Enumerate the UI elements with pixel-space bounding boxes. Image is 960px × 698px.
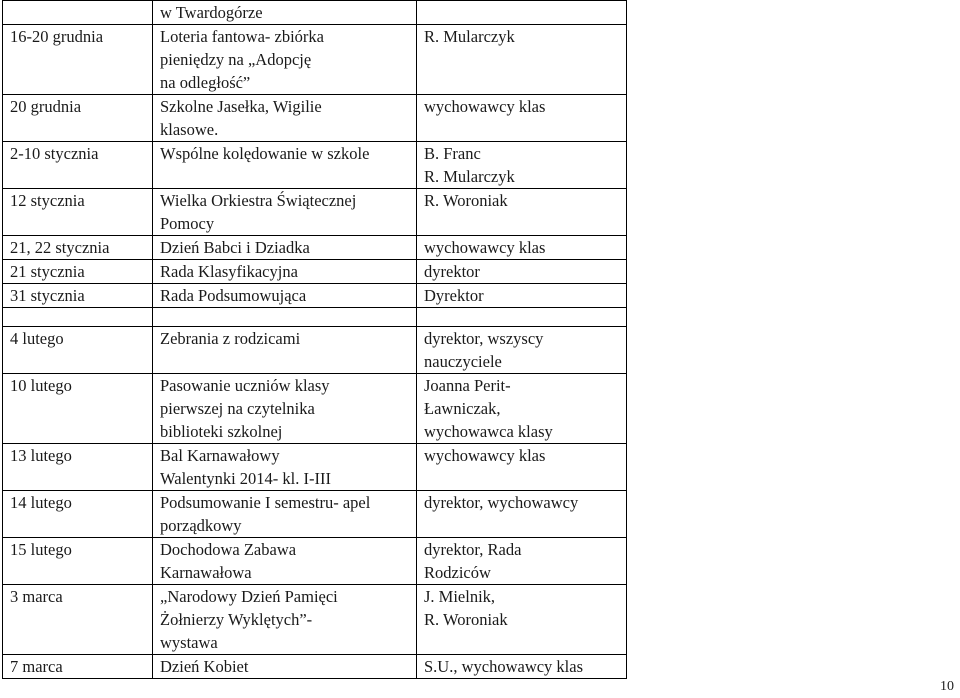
event-cell: Rada Podsumowująca	[153, 284, 417, 308]
date-cell: 10 lutego	[3, 374, 153, 444]
table-row	[3, 538, 627, 585]
responsible-text: Rodziców	[424, 563, 491, 582]
event-text: pieniędzy na „Adopcję	[160, 50, 312, 69]
responsible-cell	[417, 1, 627, 25]
event-text: Wspólne kolędowanie w szkole	[160, 144, 370, 163]
table-row	[3, 1, 627, 25]
responsible-text: Ławniczak,	[424, 399, 501, 418]
event-text: Pomocy	[160, 214, 215, 233]
responsible-text: R. Mularczyk	[424, 167, 515, 186]
event-text: Loteria fantowa- zbiórka	[160, 27, 325, 46]
responsible-text: Joanna Perit-	[424, 376, 511, 395]
date-cell: 31 stycznia	[3, 284, 153, 308]
table-row	[3, 491, 627, 538]
events-table	[2, 0, 627, 679]
responsible-cell	[417, 585, 627, 655]
event-text: Żołnierzy Wyklętych”-	[160, 610, 313, 629]
responsible-cell	[417, 374, 627, 444]
responsible-cell	[417, 142, 627, 189]
table-row	[3, 327, 627, 374]
event-cell: Dzień Kobiet	[153, 655, 417, 679]
page-number: 10	[940, 679, 954, 694]
table-row	[3, 95, 627, 142]
responsible-text: R. Woroniak	[424, 610, 508, 629]
date-cell	[3, 1, 153, 25]
table-row	[3, 25, 627, 95]
event-cell: Rada Klasyfikacyjna	[153, 260, 417, 284]
event-text: Podsumowanie I semestru- apel	[160, 493, 371, 512]
event-text: Dochodowa Zabawa	[160, 540, 297, 559]
date-cell: 7 marca	[3, 655, 153, 679]
table-row	[3, 142, 627, 189]
empty-cell	[417, 308, 627, 327]
responsible-cell: wychowawcy klas	[417, 236, 627, 260]
event-text: pierwszej na czytelnika	[160, 399, 315, 418]
responsible-cell: R. Mularczyk	[417, 25, 627, 95]
responsible-cell: dyrektor	[417, 260, 627, 284]
table-row	[3, 236, 627, 260]
event-text: Wielka Orkiestra Świątecznej	[160, 191, 357, 210]
responsible-text: dyrektor, Rada	[424, 540, 522, 559]
date-cell: 16-20 grudnia	[3, 25, 153, 95]
date-cell: 3 marca	[3, 585, 153, 655]
date-cell: 15 lutego	[3, 538, 153, 585]
event-text: Walentynki 2014- kl. I-III	[160, 469, 331, 488]
event-cell	[153, 189, 417, 236]
table-row	[3, 284, 627, 308]
table-row	[3, 189, 627, 236]
date-cell: 12 stycznia	[3, 189, 153, 236]
date-cell: 21 stycznia	[3, 260, 153, 284]
event-text: Bal Karnawałowy	[160, 446, 280, 465]
responsible-text: wychowawca klasy	[424, 422, 553, 441]
event-cell	[153, 1, 417, 25]
event-text: klasowe.	[160, 120, 219, 139]
date-cell: 14 lutego	[3, 491, 153, 538]
date-cell: 13 lutego	[3, 444, 153, 491]
responsible-text: dyrektor, wszyscy	[424, 329, 544, 348]
event-cell	[153, 538, 417, 585]
event-cell	[153, 25, 417, 95]
table-row	[3, 585, 627, 655]
date-cell: 4 lutego	[3, 327, 153, 374]
event-text: Pasowanie uczniów klasy	[160, 376, 330, 395]
empty-cell	[3, 308, 153, 327]
event-text: „Narodowy Dzień Pamięci	[160, 587, 338, 606]
responsible-text: nauczyciele	[424, 352, 502, 371]
event-cell: Zebrania z rodzicami	[153, 327, 417, 374]
table-row	[3, 260, 627, 284]
date-cell: 21, 22 stycznia	[3, 236, 153, 260]
responsible-cell: wychowawcy klas	[417, 95, 627, 142]
responsible-cell	[417, 538, 627, 585]
event-cell	[153, 95, 417, 142]
event-cell	[153, 585, 417, 655]
responsible-text: B. Franc	[424, 144, 481, 163]
event-cell: Dzień Babci i Dziadka	[153, 236, 417, 260]
table-row	[3, 374, 627, 444]
table-row	[3, 308, 627, 327]
responsible-cell: R. Woroniak	[417, 189, 627, 236]
empty-cell	[153, 308, 417, 327]
date-cell: 2-10 stycznia	[3, 142, 153, 189]
event-text: w Twardogórze	[160, 3, 263, 22]
responsible-text: J. Mielnik,	[424, 587, 496, 606]
event-text: wystawa	[160, 633, 218, 652]
responsible-cell: S.U., wychowawcy klas	[417, 655, 627, 679]
date-cell: 20 grudnia	[3, 95, 153, 142]
event-cell	[153, 491, 417, 538]
event-text: Szkolne Jasełka, Wigilie	[160, 97, 322, 116]
event-cell	[153, 374, 417, 444]
table-row	[3, 655, 627, 679]
event-text: biblioteki szkolnej	[160, 422, 283, 441]
event-text: Karnawałowa	[160, 563, 252, 582]
event-text: porządkowy	[160, 516, 242, 535]
responsible-cell: dyrektor, wychowawcy	[417, 491, 627, 538]
event-text: na odległość”	[160, 73, 251, 92]
table-row	[3, 444, 627, 491]
responsible-cell: Dyrektor	[417, 284, 627, 308]
responsible-cell: wychowawcy klas	[417, 444, 627, 491]
event-cell	[153, 444, 417, 491]
event-cell	[153, 142, 417, 189]
responsible-cell	[417, 327, 627, 374]
